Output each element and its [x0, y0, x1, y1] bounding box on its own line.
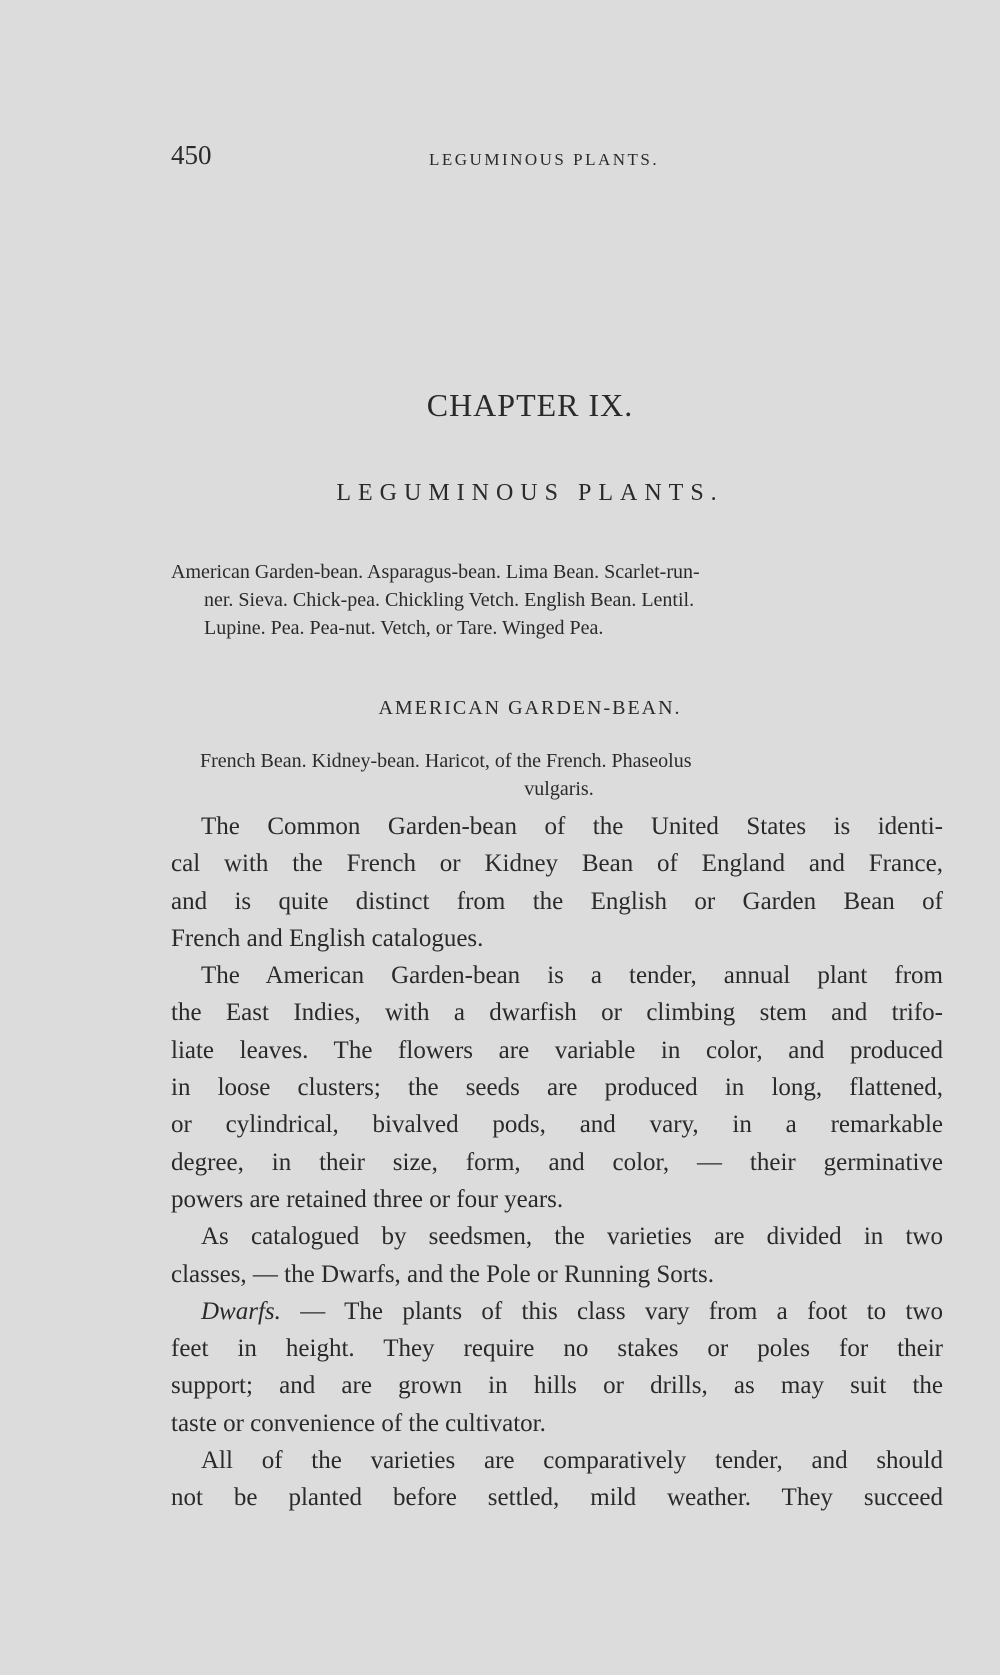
text-line: The Common Garden-bean of the United States is identi- [201, 813, 943, 840]
synonyms-line: French Bean. Kidney-bean. Haricot, of the French. Phaseolus [200, 750, 692, 772]
text-segment: — The plants of this class vary from a foot to two [280, 1297, 943, 1325]
text-line: and is quite distinct from the English or Garden Bean of [171, 887, 943, 915]
text-line: or cylindrical, bivalved pods, and vary, in a remarkable [171, 1111, 943, 1139]
text-line: cal with the French or Kidney Bean of England and France, [171, 850, 943, 878]
synonyms-line: vulgaris. [524, 778, 594, 800]
text-line: As catalogued by seedsmen, the varieties are divided in two [201, 1223, 943, 1251]
article-heading: AMERICAN GARDEN-BEAN. [378, 697, 682, 719]
text-line: taste or convenience of the cultivator. [171, 1409, 546, 1437]
text-line: All of the varieties are comparatively tender, and should [201, 1447, 943, 1475]
text-line: feet in height. They require no stakes or poles for their [171, 1335, 943, 1363]
paragraph [171, 1442, 943, 1517]
article-body [171, 808, 943, 1517]
paragraph [171, 808, 943, 957]
page-number: 450 [171, 140, 212, 170]
text-line: classes, — the Dwarfs, and the Pole or Running Sorts. [171, 1260, 714, 1288]
text-line: powers are retained three or four years. [171, 1185, 564, 1213]
text-line: The American Garden-bean is a tender, annual plant from [201, 962, 943, 990]
running-title: LEGUMINOUS PLANTS. [429, 150, 660, 169]
chapter-contents [171, 558, 944, 642]
text-line [171, 1293, 943, 1330]
paragraph-lead: Dwarfs. [201, 1297, 281, 1325]
text-line: the East Indies, with a dwarfish or climbing stem and trifo- [171, 999, 943, 1027]
paragraph [171, 957, 943, 1218]
text-line: French and English catalogues. [171, 924, 484, 952]
text-line: support; and are grown in hills or drills, as may suit the [171, 1372, 943, 1400]
text-line: degree, in their size, form, and color, — their germinative [171, 1148, 943, 1176]
contents-line: Lupine. Pea. Pea-nut. Vetch, or Tare. Winged Pea. [204, 617, 604, 639]
text-line: liate leaves. The flowers are variable in color, and produced [171, 1036, 943, 1064]
paragraph [171, 1218, 943, 1293]
article-synonyms [200, 747, 918, 803]
text-line: not be planted before settled, mild weather. They succeed [171, 1484, 943, 1512]
text-line: in loose clusters; the seeds are produced in long, flattened, [171, 1074, 943, 1102]
running-head [171, 140, 942, 180]
section-title: LEGUMINOUS PLANTS. [336, 480, 724, 506]
contents-line: American Garden-bean. Asparagus-bean. Lima Bean. Scarlet-run- [171, 561, 700, 583]
contents-line: ner. Sieva. Chick-pea. Chickling Vetch. English Bean. Lentil. [204, 589, 695, 611]
chapter-title: CHAPTER IX. [426, 387, 634, 423]
paragraph [171, 1293, 943, 1442]
